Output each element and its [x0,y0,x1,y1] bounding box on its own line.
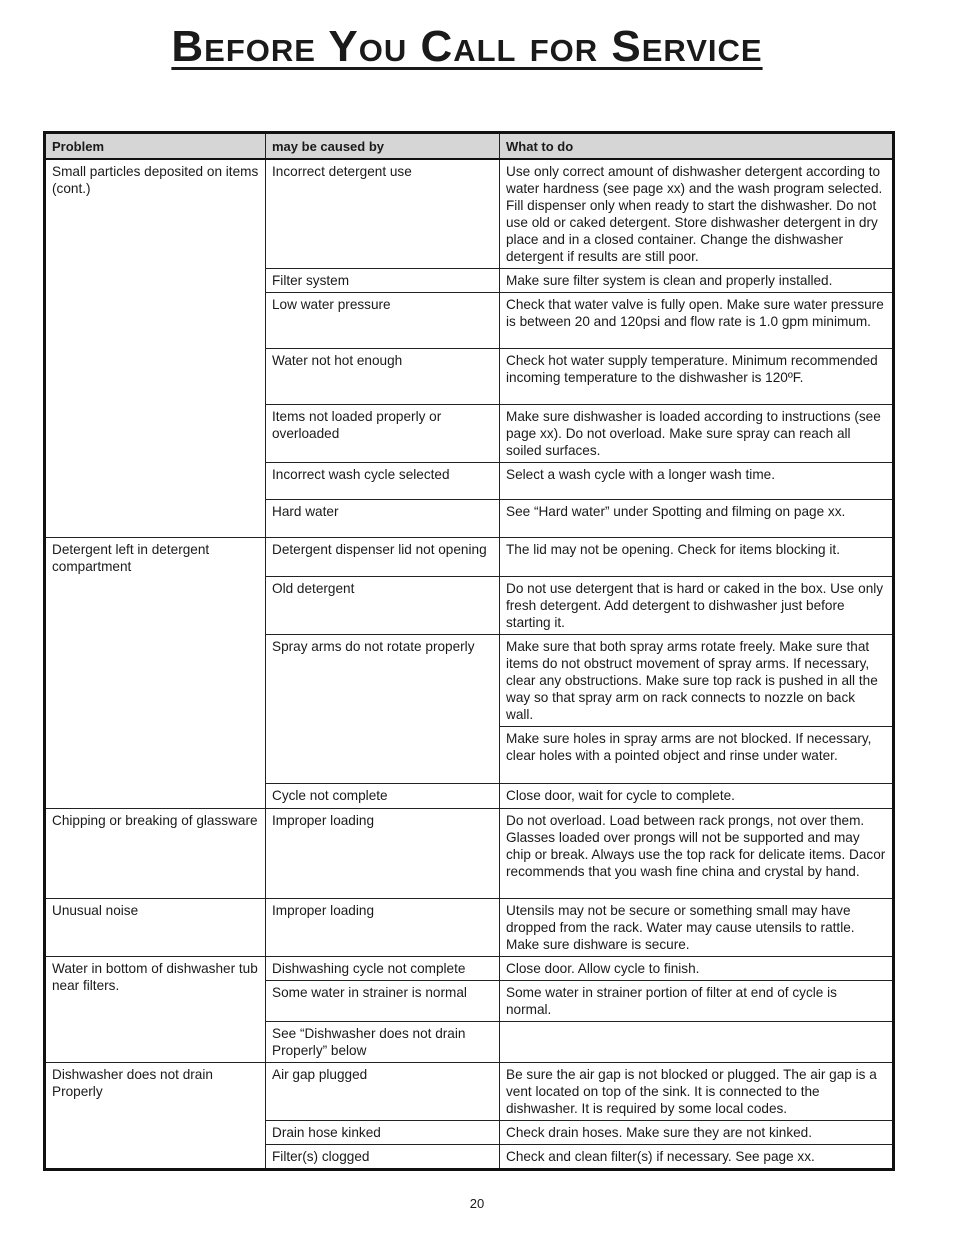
problem-cell: Small particles deposited on items (cont.) [45,159,266,538]
cause-cell: Water not hot enough [266,349,500,405]
problem-cell: Unusual noise [45,899,266,957]
table-row [45,1063,894,1121]
remedy-cell: Make sure that both spray arms rotate freely. Make sure that items do not obstruct movement of spray arms. If necessary, clear any obstructions. Make sure top rack is pushed in all the way so that spray arm on rack connects to nozzle on back wall. [500,635,894,727]
remedy-cell: Use only correct amount of dishwasher detergent according to water hardness (see page xx) and the wash program selected. Fill dispenser only when ready to start the dishwasher. Do not use old or caked detergent. Store dishwasher detergent in dry place and in a closed container. Change the dishwasher detergent if results are still poor. [500,159,894,269]
cause-cell: Filter system [266,269,500,293]
problem-cell: Chipping or breaking of glassware [45,809,266,899]
cause-cell: Incorrect detergent use [266,159,500,269]
remedy-cell: Be sure the air gap is not blocked or plugged. The air gap is a vent located on top of the sink. It is connected to the dishwasher. It is required by some local codes. [500,1063,894,1121]
remedy-cell: Close door. Allow cycle to finish. [500,957,894,981]
page-title: Before You Call for Service [171,22,763,71]
table-row [45,538,894,577]
cause-cell: Improper loading [266,899,500,957]
page-number: 20 [469,1196,485,1211]
cause-cell: Items not loaded properly or overloaded [266,405,500,463]
problem-cell: Water in bottom of dishwasher tub near filters. [45,957,266,1063]
remedy-cell: See “Hard water” under Spotting and filming on page xx. [500,500,894,538]
table-row [45,159,894,269]
remedy-cell: Some water in strainer portion of filter at end of cycle is normal. [500,981,894,1022]
remedy-cell [500,1022,894,1063]
problem-cell: Dishwasher does not drain Properly [45,1063,266,1170]
remedy-cell: Check and clean filter(s) if necessary. See page xx. [500,1145,894,1170]
remedy-cell: Check drain hoses. Make sure they are not kinked. [500,1121,894,1145]
table-body [45,159,894,1170]
table-row [45,957,894,981]
remedy-cell: Make sure holes in spray arms are not blocked. If necessary, clear holes with a pointed object and rinse under water. [500,727,894,784]
cause-cell: Incorrect wash cycle selected [266,463,500,500]
table-row [45,899,894,957]
remedy-cell: Do not use detergent that is hard or caked in the box. Use only fresh detergent. Add detergent to dishwasher just before starting it. [500,577,894,635]
cause-cell: Old detergent [266,577,500,635]
problem-cell: Detergent left in detergent compartment [45,538,266,809]
header-cause: may be caused by [266,133,500,160]
remedy-cell: Utensils may not be secure or something small may have dropped from the rack. Water may cause utensils to rattle. Make sure dishware is secure. [500,899,894,957]
remedy-cell: Close door, wait for cycle to complete. [500,784,894,809]
cause-cell: Hard water [266,500,500,538]
cause-cell: See “Dishwasher does not drain Properly” below [266,1022,500,1063]
cause-cell: Cycle not complete [266,784,500,809]
cause-cell: Low water pressure [266,293,500,349]
cause-cell: Drain hose kinked [266,1121,500,1145]
cause-cell: Spray arms do not rotate properly [266,635,500,784]
remedy-cell: Check that water valve is fully open. Make sure water pressure is between 20 and 120psi and flow rate is 1.0 gpm minimum. [500,293,894,349]
table-row [45,809,894,899]
cause-cell: Filter(s) clogged [266,1145,500,1170]
cause-cell: Air gap plugged [266,1063,500,1121]
table-header-row [45,133,894,160]
cause-cell: Some water in strainer is normal [266,981,500,1022]
remedy-cell: Do not overload. Load between rack prongs, not over them. Glasses loaded over prongs will not be supported and may chip or break. Always use the top rack for delicate items. Dacor recommends that you wash fine china and crystal by hand. [500,809,894,899]
remedy-cell: Make sure dishwasher is loaded according to instructions (see page xx). Do not overload. Make sure spray can reach all soiled surfaces. [500,405,894,463]
cause-cell: Improper loading [266,809,500,899]
remedy-cell: Check hot water supply temperature. Minimum recommended incoming temperature to the dishwasher is 120ºF. [500,349,894,405]
remedy-cell: The lid may not be opening. Check for items blocking it. [500,538,894,577]
header-action: What to do [500,133,894,160]
troubleshooting-table [43,131,895,1171]
cause-cell: Dishwashing cycle not complete [266,957,500,981]
remedy-cell: Select a wash cycle with a longer wash time. [500,463,894,500]
header-problem: Problem [45,133,266,160]
remedy-cell: Make sure filter system is clean and properly installed. [500,269,894,293]
cause-cell: Detergent dispenser lid not opening [266,538,500,577]
